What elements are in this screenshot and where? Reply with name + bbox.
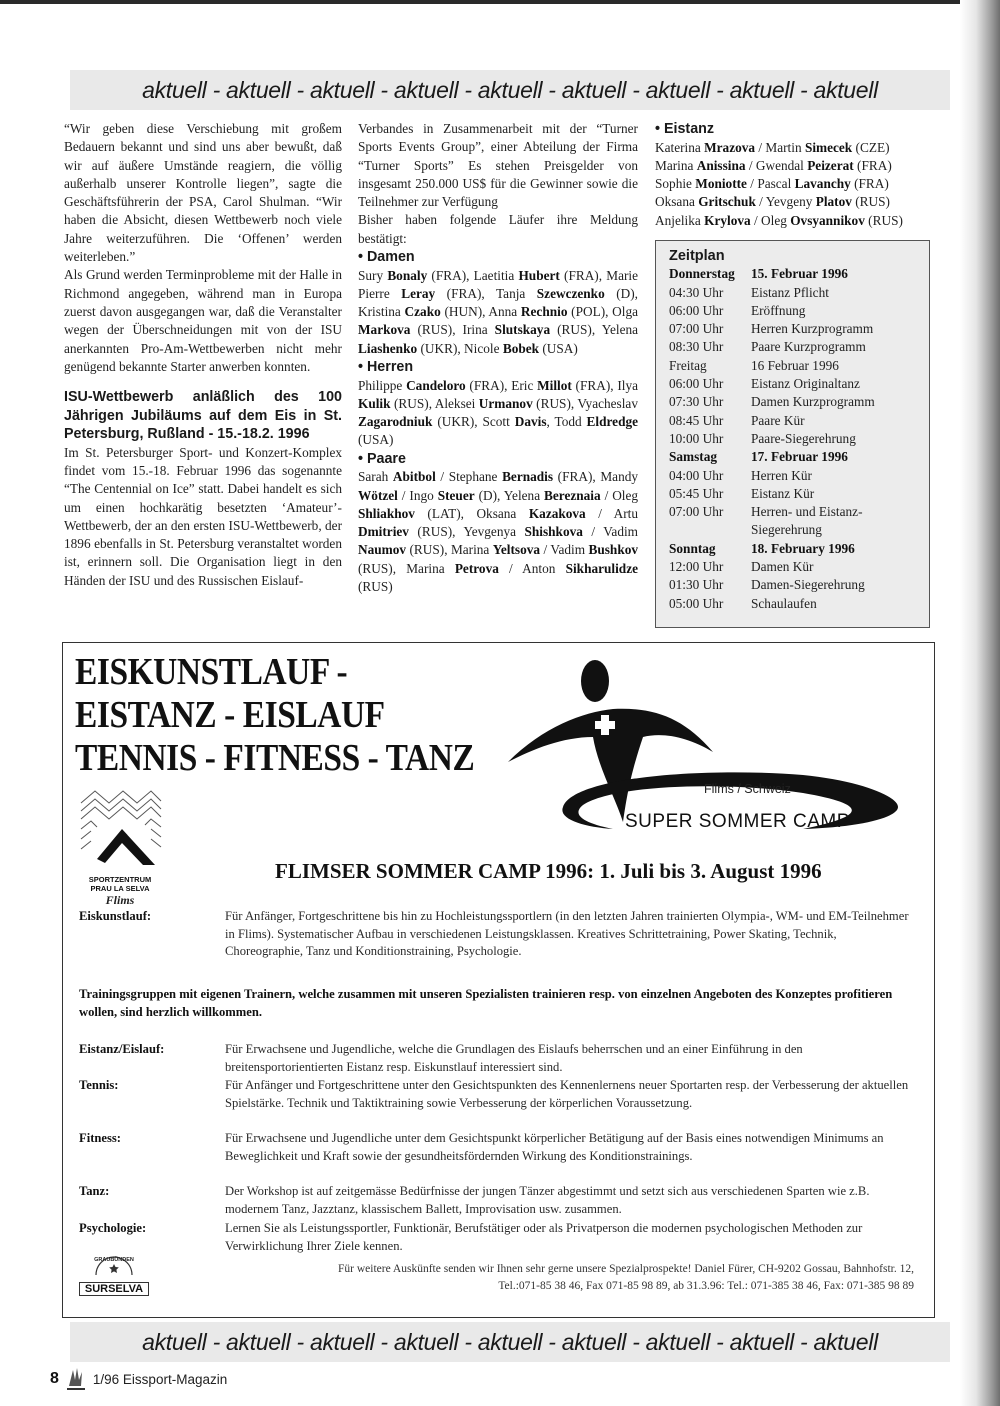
nation-code: (RUS) [557, 322, 592, 338]
name-text: Sophie [655, 176, 692, 192]
nation-code: (FRA) [469, 377, 505, 393]
name-text: Oksana [655, 194, 695, 210]
offer-label: Tanz: [79, 1184, 110, 1198]
nation-code: (RUS) [393, 395, 429, 411]
surname: Shishkova [524, 524, 583, 540]
surname: Candeloro [406, 377, 466, 393]
schedule-row [669, 375, 929, 393]
name-text: Sury [358, 267, 384, 283]
schedule-time: 05:45 Uhr [669, 485, 724, 501]
schedule-event: Paare Kür [751, 412, 805, 428]
headline-line: TENNIS - FITNESS - TANZ [75, 737, 475, 779]
nation-code: (FRA) [564, 267, 599, 283]
contact-line: Tel.:071-85 38 46, Fax 071-85 98 89, ab 31.3.96: Tel.: 071-385 38 46, Fax: 071-385 98 89 [498, 1280, 914, 1292]
paragraph: Als Grund werden Terminprobleme mit der Halle in Richmond angegeben, während man in Europa zuerst davon ausgegangen war, daß die Veranstalter wegen der Überschneidungen mit von der ISU anerkannten Pro-Am-Wettbewerben nicht mehr genügend bekannte Starter anwerben konnten. [64, 267, 342, 374]
name-text: Marie Pierre [358, 267, 639, 301]
schedule-event: Damen-Siegerehrung [751, 577, 865, 593]
logo-name: SUPER SOMMER CAMP [625, 811, 850, 832]
category-title: • Herren [358, 359, 414, 376]
schedule-time: 01:30 Uhr [669, 577, 724, 593]
schedule-day-row [669, 448, 929, 466]
surname: Slutskaya [494, 322, 551, 338]
schedule-time: Donnerstag [669, 266, 735, 282]
name-text: Todd [554, 414, 582, 430]
nation-code: (FRA) [854, 176, 889, 192]
eistanz-pair [655, 139, 933, 157]
paragraph: Verbandes in Zusammenarbeit mit der “Turner Sports Events Group”, einer Abteilung der Firma “Turner Sports” Es stehen Preisgelder von insgesamt 250.000 US$ für die Gewinner sowie die Teilnehmer zur Verfügung [358, 121, 638, 210]
surname: Wötzel [358, 487, 398, 503]
nation-code: (FRA) [857, 157, 892, 173]
ad-headline [75, 651, 474, 780]
surname: Simecek [804, 139, 853, 155]
schedule-event: Herren Kür [751, 467, 812, 483]
participant [488, 304, 605, 319]
name-text: Stephane [448, 469, 498, 485]
nation-code: (UKR) [420, 340, 458, 356]
surname: Mrazova [704, 139, 756, 155]
surname: Yeltsova [492, 542, 541, 558]
schedule-event: Eistanz Pflicht [751, 284, 829, 300]
participant [474, 268, 599, 283]
offer-text: Für Erwachsene und Jugendliche, welche die Grundlagen des Eislaufs beherrschen und an einer Einführung in den breitensportorientierten Eistanz resp. Eiskunstlauf interessiert sind. [225, 1042, 803, 1074]
name-text: Vadim [550, 542, 586, 558]
section-heading: ISU-Wettbewerb anläßlich des 100 Jährigen Jubiläums auf dem Eis in St. Petersburg, Rußland - 15.-18.2. 1996 [64, 389, 342, 443]
schedule-row [669, 521, 929, 539]
name-text: Marina [655, 157, 694, 173]
eistanz-pair [655, 157, 933, 175]
page-edge-shadow [960, 0, 1000, 1406]
surname: Krylova [704, 212, 751, 228]
surname: Abitbol [392, 469, 436, 485]
page-footer [50, 1366, 227, 1392]
category-title: • Eistanz [655, 121, 715, 137]
schedule-box [655, 240, 930, 628]
pair-separator: / [435, 469, 449, 485]
offer-label: Tennis: [79, 1078, 119, 1092]
schedule-time [669, 521, 751, 539]
name-text: Olga [612, 304, 639, 320]
offer-text: Für Erwachsene und Jugendliche unter dem Gesichtspunkt körperlicher Betätigung auf der Basis eines notwendigen Minimums an Beweglichkeit und Kraft sowie der gesundheitsfördernden Wirkung des Konditionstrainings. [225, 1131, 884, 1163]
nation-code: (USA) [542, 340, 578, 356]
surname: Kazakova [528, 505, 586, 521]
participant-list: Sarah Abitbol / Stephane Bernadis (FRA), Mandy Wötzel / Ingo Steuer (D), Yelena Bereznaia / Oleg Shliakhov (LAT), Oksana Kazakova / Artu Dmitriev (RUS), Yevgenya Shishkova / Vadim Naumov (RUS), Marina Yeltsova / Vadim Bushkov (RUS), Marina Petrova / Anton Sikharulidze (RUS) [358, 469, 639, 595]
pair-separator: / [745, 157, 756, 173]
schedule-row [669, 357, 929, 375]
pair-separator: / [585, 505, 614, 521]
schedule-time: 08:30 Uhr [669, 339, 724, 355]
surname: Dmitriev [358, 524, 409, 540]
paragraph: Bisher haben folgende Läufer ihre Meldung bestätigt: [358, 212, 638, 246]
participant [655, 194, 890, 209]
nation-code: (RUS) [855, 194, 890, 210]
schedule-row [669, 467, 929, 485]
page-number: 8 [50, 1370, 59, 1387]
schedule-event: Damen Kurzprogramm [751, 394, 875, 410]
participant [655, 140, 890, 155]
offer-section [79, 1183, 909, 1218]
offer-text: Der Workshop ist auf zeitgemässe Bedürfnisse der jungen Tänzer abgestimmt und setzt sich aus verschiedenen Sparten wie z.B. modernem Tanz, Jazztanz, klassischem Ballett, Improvisation usw. zusammen. [225, 1184, 870, 1216]
pair-separator: / [746, 176, 758, 192]
surname: Hubert [518, 267, 560, 283]
nation-code: (RUS) [536, 395, 571, 411]
banner-bottom: aktuell - aktuell - aktuell - aktuell - aktuell - aktuell - aktuell - aktuell - aktuell [70, 1322, 950, 1362]
pair-separator: / [600, 487, 613, 503]
pair-separator: / [498, 560, 523, 576]
schedule-row [669, 485, 929, 503]
name-text: Nicole [464, 340, 500, 356]
paragraph: “Wir geben diese Verschiebung mit großem Bedauern bekannt und sind uns aber bewußt, daß wir auf äußere Umstände reagiern, die völlig außerhalb unserer Kontrolle liegen”, sagte die Geschäftsführerin der PSA, Carol Shulman. “Wir haben die Absicht, diesen Wettbewerb noch viele Jahre weiterzuführen. Die ‘Offenen’ werden weiterleben.” [64, 121, 342, 265]
pair-separator: / [750, 212, 762, 228]
participant [482, 414, 546, 429]
schedule-row [669, 595, 929, 613]
surname: Rechnio [520, 304, 568, 320]
magazine-issue: 1/96 Eissport-Magazin [92, 1371, 228, 1387]
name-text: Laetitia [473, 267, 515, 283]
participant-list [655, 212, 933, 230]
schedule-title: Zeitplan [669, 248, 725, 264]
surselva-name: SURSELVA [79, 1282, 149, 1296]
sportzentrum-logo [77, 789, 163, 908]
name-text: Aleksei [434, 395, 476, 411]
nation-code: (UKR) [437, 414, 475, 430]
name-text: Philippe [358, 377, 403, 393]
participant [496, 286, 635, 301]
surname: Davis [514, 414, 547, 430]
name-text: Vyacheslav [577, 395, 638, 411]
schedule-time: 07:00 Uhr [669, 504, 724, 520]
offer-eiskunstlauf [79, 908, 909, 961]
pair-separator: / [582, 524, 604, 540]
name-text: Yelena [503, 487, 541, 503]
name-text: Eric [511, 377, 534, 393]
name-text: Vadim [603, 524, 639, 540]
name-text: Oleg [612, 487, 639, 503]
contact-info [338, 1261, 914, 1295]
name-text: Yevgeny [765, 194, 813, 210]
surname: Zagarodniuk [358, 414, 433, 430]
article-column-2 [358, 120, 638, 596]
nation-code: (RUS) [868, 212, 903, 228]
participant [655, 176, 889, 191]
participant [358, 561, 638, 594]
surname: Ovsyannikov [790, 212, 865, 228]
participant [358, 304, 482, 319]
schedule-event: Schaulaufen [751, 595, 817, 611]
schedule-event: Eistanz Kür [751, 485, 815, 501]
surname: Bernadis [502, 469, 554, 485]
participant-list [655, 193, 933, 211]
surname: Bereznaia [544, 487, 601, 503]
sportzentrum-line: PRAU LA SELVA [90, 883, 150, 893]
participant [358, 268, 466, 283]
schedule-row [669, 430, 929, 448]
schedule-row [669, 503, 929, 521]
schedule-row [669, 338, 929, 356]
schedule-time: 07:00 Uhr [669, 321, 724, 337]
offer-section [79, 1130, 909, 1165]
schedule-event: Herren- und Eistanz- [751, 504, 863, 520]
offer-label: Psychologie: [79, 1221, 147, 1235]
pair-separator: / [755, 194, 766, 210]
schedule-time: Freitag [669, 357, 707, 373]
schedule-row [669, 576, 929, 594]
offer-label: Fitness: [79, 1131, 121, 1145]
name-text: Oksana [476, 505, 517, 521]
surname: Moniotte [695, 176, 747, 192]
surname: Bushkov [588, 542, 639, 558]
participant [435, 396, 571, 411]
name-text: Ingo [409, 487, 434, 503]
name-text: Yevgenya [463, 524, 517, 540]
participant [464, 341, 578, 356]
surname: Eldredge [586, 414, 639, 430]
schedule-time: 04:30 Uhr [669, 284, 724, 300]
participant-list [655, 157, 933, 175]
surselva-emblem-icon [92, 1249, 136, 1277]
offer-text: Für Anfänger und Fortgeschrittene unter den Gesichtspunkten des Kennenlernens neuer Sportarten resp. der Verbesserung der aktuellen Spielstärke. Technik und Taktiktraining sowie Verbesserung der körperlichen Voraussetzung. [225, 1078, 909, 1110]
schedule-row [669, 284, 929, 302]
schedule-event: Eistanz Originaltanz [751, 376, 860, 392]
schedule-event: Eröffnung [751, 302, 806, 318]
pair-separator: / [540, 542, 551, 558]
name-text: Oleg [761, 212, 787, 228]
name-text: Yelena [601, 322, 639, 338]
schedule-row [669, 558, 929, 576]
name-text: Pascal [757, 176, 792, 192]
schedule-row [669, 302, 929, 320]
nation-code: (D) [478, 487, 498, 503]
schedule-event: 16 Februar 1996 [751, 357, 839, 373]
participant [511, 378, 610, 393]
offer-text: Lernen Sie als Leistungssportler, Funktionär, Berufstätiger oder als Privatperson die modernen psychologischen Methoden zur Verwirklichung Ihrer Ziele kennen. [225, 1221, 863, 1253]
participant-list: Sury Bonaly (FRA), Laetitia Hubert (FRA), Marie Pierre Leray (FRA), Tanja Szewczenko (D), Kristina Czako (HUN), Anna Rechnio (POL), Olga Markova (RUS), Irina Slutskaya (RUS), Yelena Liashenko (UKR), Nicole Bobek (USA) [358, 267, 639, 356]
sportzentrum-name [77, 876, 163, 893]
surname: Liashenko [358, 340, 418, 356]
schedule-row [669, 320, 929, 338]
surname: Gritschuk [698, 194, 756, 210]
surname: Millot [537, 377, 572, 393]
name-text: Gwendal [755, 157, 804, 173]
name-text: Irina [462, 322, 488, 338]
schedule-event: Paare-Siegerehrung [751, 430, 856, 446]
article-column-3 [655, 120, 933, 230]
participant-list [655, 139, 933, 157]
surname: Leray [401, 285, 436, 301]
nation-code: (FRA) [575, 377, 611, 393]
participant [655, 213, 903, 228]
schedule-time: 04:00 Uhr [669, 467, 724, 483]
flims-script: Flims [105, 893, 135, 907]
name-text: Anna [488, 304, 518, 320]
participant [358, 469, 592, 484]
nation-code: (RUS) [358, 560, 393, 576]
name-text: Anjelika [655, 212, 701, 228]
eistanz-pair [655, 212, 933, 230]
nation-code: (RUS) [417, 322, 453, 338]
schedule-time: 12:00 Uhr [669, 559, 724, 575]
eistanz-list [655, 139, 933, 230]
nation-code: (CZE) [855, 139, 890, 155]
top-rule [0, 0, 975, 4]
nation-code: (USA) [358, 432, 394, 448]
name-text: Anton [522, 560, 556, 576]
headline-line: EISTANZ - EISLAUF [75, 694, 385, 736]
surname: Kulik [358, 395, 391, 411]
banner-top: aktuell - aktuell - aktuell - aktuell - aktuell - aktuell - aktuell - aktuell - aktuell [70, 70, 950, 110]
svg-text:GRAUBÜNDEN: GRAUBÜNDEN [94, 1257, 134, 1263]
surname: Anissina [696, 157, 746, 173]
participant-list: Philippe Candeloro (FRA), Eric Millot (FRA), Ilya Kulik (RUS), Aleksei Urmanov (RUS), Vyacheslav Zagarodniuk (UKR), Scott Davis, Todd Eldredge (USA) [358, 377, 639, 448]
schedule-row [669, 393, 929, 411]
category-title: • Paare [358, 450, 406, 467]
nation-code: (RUS) [358, 579, 393, 595]
surselva-logo [79, 1249, 149, 1296]
surname: Szewczenko [536, 285, 605, 301]
schedule-time: 05:00 Uhr [669, 595, 724, 611]
schedule-time: Sonntag [669, 540, 716, 556]
surname: Urmanov [478, 395, 533, 411]
advertisement [62, 642, 935, 1318]
participant [358, 378, 504, 393]
surname: Sikharulidze [565, 560, 639, 576]
schedule-event: Siegerehrung [751, 522, 822, 538]
camp-title: FLIMSER SOMMER CAMP 1996: 1. Juli bis 3. August 1996 [275, 859, 822, 883]
participant [463, 322, 592, 337]
offer-section [79, 1220, 909, 1255]
skate-emblem-icon [65, 1366, 87, 1392]
name-text: Marina [450, 542, 490, 558]
article-column-1 [64, 120, 342, 590]
schedule-rows [669, 265, 929, 613]
schedule-day-row [669, 265, 929, 283]
name-text: Ilya [617, 377, 639, 393]
schedule-day-row [669, 540, 929, 558]
offer-text: Für Anfänger, Fortgeschrittene bis hin zu Hochleistungssportlern (in den letzten Jahren trainierten Olympia-, WM- und EM-Teilnehmer in Flims). Systematischer Aufbau in verschiedenen Leistungsklassen. Kreatives Schrittetraining, Power Skating, Technik, Choreographie, Tanz und Konditionstraining, Psychologie. [225, 909, 909, 958]
name-text: Mandy [600, 469, 639, 485]
schedule-time: 06:00 Uhr [669, 302, 724, 318]
logo-location: Flims / Schweiz [704, 782, 791, 796]
offer-label: Eistanz/Eislauf: [79, 1042, 165, 1056]
schedule-time: Samstag [669, 449, 718, 465]
participant-categories [358, 248, 638, 596]
name-text: Artu [613, 505, 639, 521]
surname: Peizerat [807, 157, 854, 173]
schedule-row [669, 412, 929, 430]
participant [655, 158, 892, 173]
schedule-event: 15. Februar 1996 [751, 266, 848, 282]
name-text: Marina [406, 560, 445, 576]
schedule-event: 17. Februar 1996 [751, 449, 848, 465]
nation-code: (D) [616, 285, 635, 301]
schedule-time: 08:45 Uhr [669, 412, 724, 428]
surname: Bonaly [387, 267, 428, 283]
surname: Platov [815, 194, 852, 210]
surname: Steuer [437, 487, 475, 503]
surname: Bobek [502, 340, 540, 356]
surname: Petrova [454, 560, 499, 576]
schedule-time: 06:00 Uhr [669, 376, 724, 392]
name-text: Scott [482, 414, 510, 430]
offer-label: Eiskunstlauf: [79, 909, 152, 923]
eistanz-pair [655, 175, 933, 193]
participant-list [655, 175, 933, 193]
pair-separator: / [397, 487, 410, 503]
nation-code: (POL) [571, 304, 606, 320]
nation-code: (FRA) [557, 469, 593, 485]
mountain-logo-icon [77, 789, 163, 871]
category-title: • Damen [358, 249, 415, 266]
surname: Czako [404, 304, 441, 320]
pair-separator: / [755, 139, 766, 155]
schedule-time: 07:30 Uhr [669, 394, 724, 410]
schedule-event: 18. February 1996 [751, 540, 855, 556]
schedule-event: Herren Kurzprogramm [751, 321, 874, 337]
nation-code: (LAT) [427, 505, 461, 521]
nation-code: (HUN) [444, 304, 483, 320]
contact-line: Für weitere Auskünfte senden wir Ihnen sehr gerne unsere Spezialprospekte! Daniel Fürer, CH-9202 Gossau, Bahnhofstr. 12, [338, 1263, 914, 1275]
paragraph: Im St. Petersburger Sport- und Konzert-Komplex findet vom 15.-18. Februar 1996 das sogenannte “The Centennial on Ice” statt. Dabei handelt es sich um einen hochkarätig besetzten ‘Amateur’-Wettbewerb, der an den ersten ISU-Wettbewerb, der 1896 ebenfalls in St. Petersburg veranstaltet worden ist, erinnern soll. Die Organisation liegt in den Händen der ISU und des Russischen Eislauf- [64, 444, 342, 588]
sportzentrum-line: SPORTZENTRUM [88, 875, 152, 884]
surname: Markova [358, 322, 411, 338]
training-note: Trainingsgruppen mit eigenen Trainern, welche zusammen mit unseren Spezialisten trainieren resp. von einzelnen Angeboten des Konzeptes profitieren wollen, sind herzlich willkommen. [79, 987, 893, 1019]
name-text: Kristina [358, 304, 401, 320]
surname: Naumov [358, 542, 407, 558]
nation-code: (RUS) [409, 542, 445, 558]
schedule-time: 10:00 Uhr [669, 430, 724, 446]
surname: Shliakhov [358, 505, 415, 521]
nation-code: (FRA) [431, 267, 467, 283]
name-text: Tanja [495, 285, 526, 301]
offer-section [79, 1041, 909, 1076]
headline-line: EISKUNSTLAUF - [75, 651, 348, 693]
offer-section [79, 1077, 909, 1112]
name-text: Sarah [358, 469, 389, 485]
name-text: Katerina [655, 139, 701, 155]
surname: Lavanchy [794, 176, 851, 192]
nation-code: (FRA) [446, 285, 482, 301]
schedule-event: Damen Kür [751, 559, 814, 575]
nation-code: (RUS) [417, 524, 453, 540]
name-text: Martin [765, 139, 802, 155]
eistanz-pair [655, 193, 933, 211]
schedule-event: Paare Kurzprogramm [751, 339, 866, 355]
